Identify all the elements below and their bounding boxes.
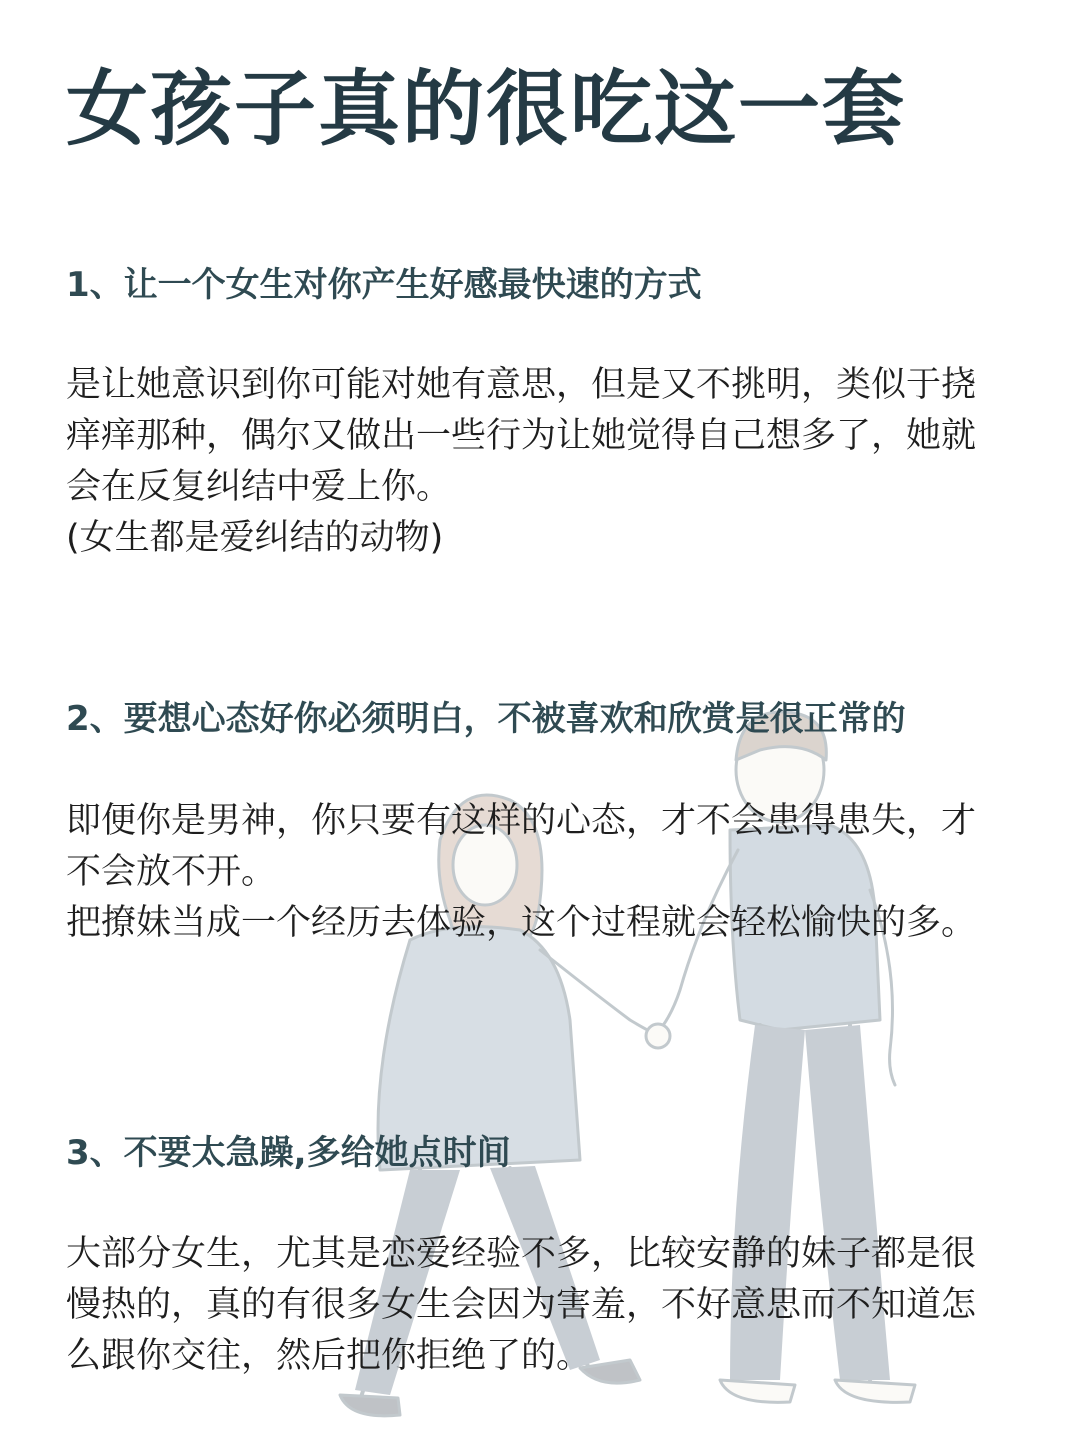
section-body-1 <box>66 360 1006 564</box>
section-3-paragraph-1: 大部分女生，尤其是恋爱经验不多，比较安静的妹子都是很慢热的，真的有很多女生会因为害羞，不好意思而不知道怎么跟你交往，然后把你拒绝了的。 <box>66 1234 977 1376</box>
section-2-paragraph-1: 即便你是男神，你只要有这样的心态，才不会患得患失，才不会放不开。 <box>66 801 977 892</box>
section-heading-3: 3、不要太急躁,多给她点时间 <box>66 1133 511 1173</box>
section-body-2 <box>66 796 1006 949</box>
section-2-paragraph-2: 把撩妹当成一个经历去体验，这个过程就会轻松愉快的多。 <box>66 903 977 943</box>
page-title: 女孩子真的很吃这一套 <box>66 62 907 157</box>
section-1-paragraph-1: 是让她意识到你可能对她有意思，但是又不挑明，类似于挠痒痒那种，偶尔又做出一些行为让她觉得自己想多了，她就会在反复纠结中爱上你。 <box>66 365 977 507</box>
section-heading-2: 2、要想心态好你必须明白，不被喜欢和欣赏是很正常的 <box>66 699 906 739</box>
section-heading-1: 1、让一个女生对你产生好感最快速的方式 <box>66 265 702 305</box>
section-body-3 <box>66 1229 1006 1382</box>
section-1-paragraph-2: (女生都是爱纠结的动物) <box>66 518 444 558</box>
